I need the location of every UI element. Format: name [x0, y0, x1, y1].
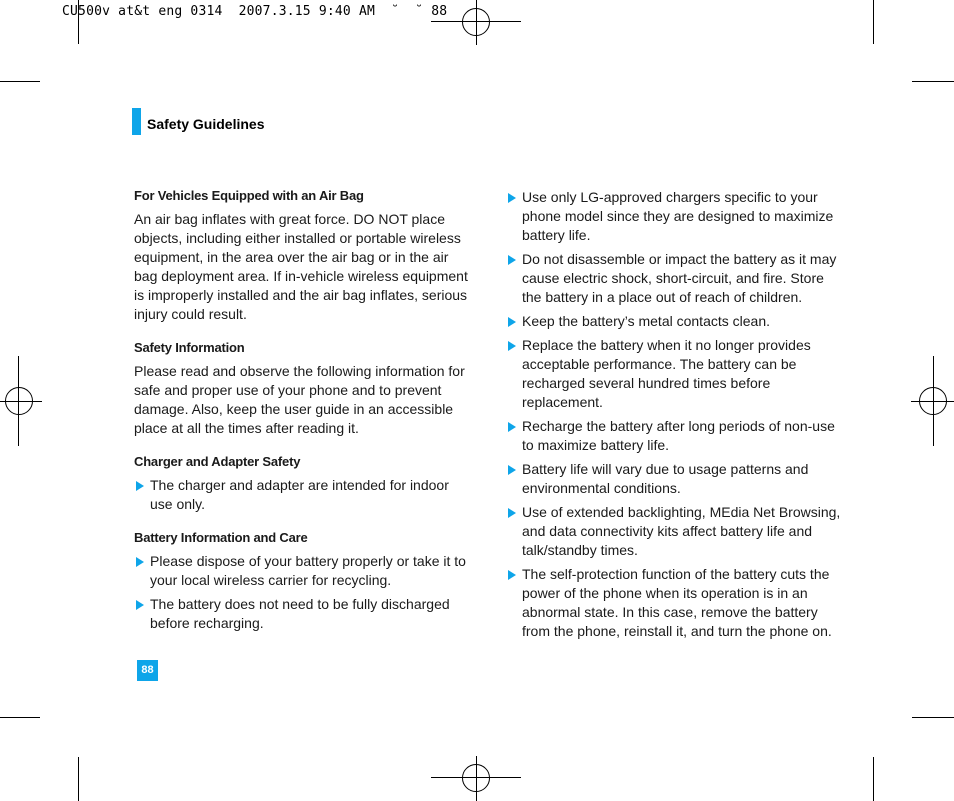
list-item: Keep the battery’s metal contacts clean. [506, 312, 841, 331]
registration-mark-icon [462, 764, 490, 792]
arrow-bullet-icon [508, 317, 516, 327]
heading-charger-safety: Charger and Adapter Safety [134, 454, 301, 469]
arrow-bullet-icon [508, 422, 516, 432]
registration-mark-icon [5, 387, 33, 415]
left-column [134, 186, 469, 647]
arrow-bullet-icon [136, 481, 144, 491]
list-item: Recharge the battery after long periods of non-use to maximize battery life. [506, 417, 841, 455]
list-item: Battery life will vary due to usage patterns and environmental conditions. [506, 460, 841, 498]
paragraph-airbag: An air bag inflates with great force. DO NOT place objects, including either installed or portable wireless equipment, in the area over the air bag or in the air bag deployment area. If in-vehicle wireless equipment is improperly installed and the air bag inflates, serious injury could result. [134, 211, 468, 322]
heading-safety-information: Safety Information [134, 340, 245, 355]
right-column [506, 188, 841, 655]
charger-bullet-list [134, 476, 469, 514]
arrow-bullet-icon [508, 465, 516, 475]
section-accent-bar [132, 108, 141, 135]
paragraph-safety-information: Please read and observe the following information for safe and proper use of your phone and to prevent damage. Also, keep the user guide in an accessible place at all the times after reading it. [134, 363, 465, 436]
page-number: 88 [137, 660, 158, 681]
list-item: The battery does not need to be fully discharged before recharging. [134, 595, 469, 633]
arrow-bullet-icon [508, 508, 516, 518]
list-item: The charger and adapter are intended for indoor use only. [134, 476, 469, 514]
arrow-bullet-icon [136, 600, 144, 610]
battery-care-bullet-list [506, 188, 841, 641]
registration-mark-icon [919, 387, 947, 415]
arrow-bullet-icon [508, 193, 516, 203]
arrow-bullet-icon [508, 341, 516, 351]
list-item: Please dispose of your battery properly or take it to your local wireless carrier for recycling. [134, 552, 469, 590]
list-item: Do not disassemble or impact the battery as it may cause electric shock, short-circuit, and fire. Store the battery in a place out of reach of children. [506, 250, 841, 307]
section-title: Safety Guidelines [147, 116, 265, 132]
heading-airbag: For Vehicles Equipped with an Air Bag [134, 188, 364, 203]
arrow-bullet-icon [508, 570, 516, 580]
heading-battery-information: Battery Information and Care [134, 530, 308, 545]
battery-bullet-list [134, 552, 469, 633]
list-item: Use of extended backlighting, MEdia Net Browsing, and data connectivity kits affect battery life and talk/standby times. [506, 503, 841, 560]
print-header: CU500v at&t eng 0314 2007.3.15 9:40 AM ˘ ˘ 88 [62, 4, 448, 19]
arrow-bullet-icon [136, 557, 144, 567]
list-item: The self-protection function of the battery cuts the power of the phone when its operation is in an abnormal state. In this case, remove the battery from the phone, reinstall it, and turn the phone on. [506, 565, 841, 641]
registration-mark-icon [462, 8, 490, 36]
list-item: Replace the battery when it no longer provides acceptable performance. The battery can be recharged several hundred times before replacement. [506, 336, 841, 412]
list-item: Use only LG-approved chargers specific to your phone model since they are designed to maximize battery life. [506, 188, 841, 245]
arrow-bullet-icon [508, 255, 516, 265]
